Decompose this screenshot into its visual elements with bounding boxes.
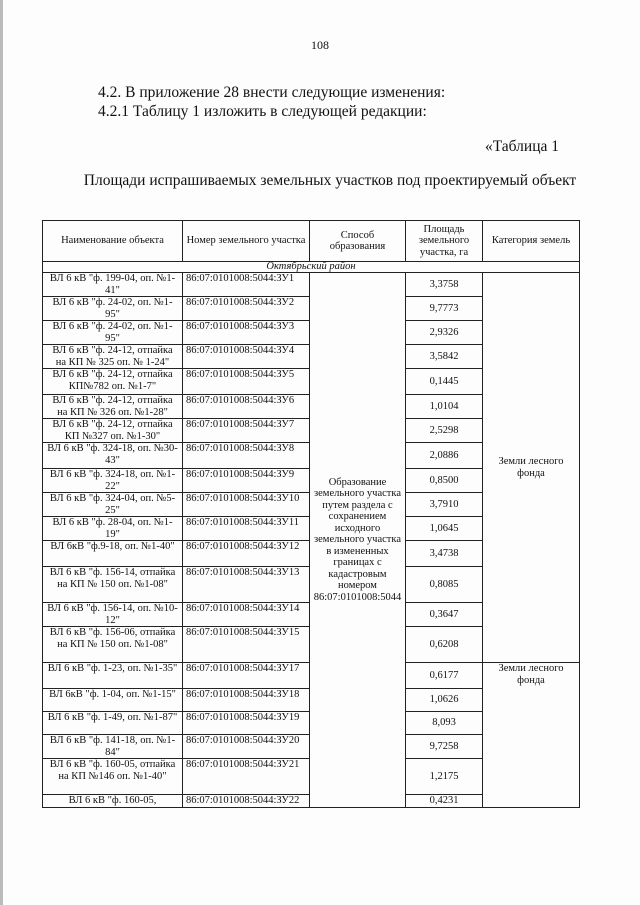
area-cell: 1,0645 <box>406 517 483 541</box>
area-cell: 1,0626 <box>406 689 483 712</box>
area-cell: 0,6177 <box>406 663 483 689</box>
plot-number-cell: 86:07:0101008:5044:ЗУ11 <box>183 517 310 541</box>
district-row <box>43 262 580 273</box>
plot-number-cell: 86:07:0101008:5044:ЗУ2 <box>183 297 310 321</box>
plot-number-cell: 86:07:0101008:5044:ЗУ12 <box>183 541 310 567</box>
area-cell: 1,2175 <box>406 759 483 795</box>
object-name-cell: ВЛ 6 кВ "ф. 24-12, отпайка КП №327 оп. №1-30" <box>43 419 183 443</box>
object-name-cell: ВЛ 6 кВ "ф. 160-05, отпайка на КП №146 оп. №1-40" <box>43 759 183 795</box>
plot-number-cell: 86:07:0101008:5044:ЗУ15 <box>183 627 310 663</box>
table-title: Площади испрашиваемых земельных участков под проектируемый объект <box>83 172 577 189</box>
plot-number-cell: 86:07:0101008:5044:ЗУ18 <box>183 689 310 712</box>
area-cell: 0,6208 <box>406 627 483 663</box>
plot-number-cell: 86:07:0101008:5044:ЗУ8 <box>183 443 310 469</box>
area-cell: 3,7910 <box>406 493 483 517</box>
header-area: Площадь земельного участка, га <box>406 221 483 262</box>
plot-number-cell: 86:07:0101008:5044:ЗУ10 <box>183 493 310 517</box>
object-name-cell: ВЛ 6 кВ "ф. 324-04, оп. №5-25" <box>43 493 183 517</box>
area-cell: 0,1445 <box>406 369 483 395</box>
plot-number-cell: 86:07:0101008:5044:ЗУ21 <box>183 759 310 795</box>
scan-edge <box>0 0 3 905</box>
object-name-cell: ВЛ 6 кВ "ф. 156-06, отпайка на КП № 150 оп. №1-08" <box>43 627 183 663</box>
area-cell: 2,9326 <box>406 321 483 345</box>
plot-number-cell: 86:07:0101008:5044:ЗУ4 <box>183 345 310 369</box>
object-name-cell: ВЛ 6 кВ "ф. 24-12, отпайка на КП № 325 оп. № 1-24" <box>43 345 183 369</box>
object-name-cell: ВЛ 6кВ "ф.9-18, оп. №1-40" <box>43 541 183 567</box>
table-row <box>43 273 580 297</box>
amendment-subheading: 4.2.1 Таблицу 1 изложить в следующей редакции: <box>98 103 427 120</box>
area-cell: 2,0886 <box>406 443 483 469</box>
district-label: Октябрьский район <box>43 262 580 273</box>
object-name-cell: ВЛ 6 кВ "ф. 324-18, оп. №1-22" <box>43 469 183 493</box>
header-name: Наименование объекта <box>43 221 183 262</box>
object-name-cell: ВЛ 6кВ "ф. 1-04, оп. №1-15" <box>43 689 183 712</box>
plot-number-cell: 86:07:0101008:5044:ЗУ5 <box>183 369 310 395</box>
plot-number-cell: 86:07:0101008:5044:ЗУ7 <box>183 419 310 443</box>
table-label: «Таблица 1 <box>484 138 559 155</box>
area-cell: 0,4231 <box>406 795 483 808</box>
plot-number-cell: 86:07:0101008:5044:ЗУ14 <box>183 603 310 627</box>
object-name-cell: ВЛ 6 кВ "ф. 156-14, отпайка на КП № 150 оп. №1-08" <box>43 567 183 603</box>
header-category: Категория земель <box>483 221 580 262</box>
plot-number-cell: 86:07:0101008:5044:ЗУ3 <box>183 321 310 345</box>
plot-number-cell: 86:07:0101008:5044:ЗУ13 <box>183 567 310 603</box>
area-cell: 3,3758 <box>406 273 483 297</box>
area-cell: 8,093 <box>406 712 483 735</box>
plot-number-cell: 86:07:0101008:5044:ЗУ22 <box>183 795 310 808</box>
land-category-cell: Земли лесного фонда <box>483 273 580 663</box>
object-name-cell: ВЛ 6 кВ "ф. 24-12, отпайка КП№782 оп. №1-7" <box>43 369 183 395</box>
area-cell: 1,0104 <box>406 395 483 419</box>
object-name-cell: ВЛ 6 кВ "ф. 24-02, оп. №1-95" <box>43 321 183 345</box>
land-category-cell: Земли лесного фонда <box>483 663 580 808</box>
area-cell: 2,5298 <box>406 419 483 443</box>
plot-number-cell: 86:07:0101008:5044:ЗУ17 <box>183 663 310 689</box>
object-name-cell: ВЛ 6 кВ "ф. 156-14, оп. №10-12" <box>43 603 183 627</box>
plot-number-cell: 86:07:0101008:5044:ЗУ9 <box>183 469 310 493</box>
table-header-row <box>43 221 580 262</box>
area-cell: 0,3647 <box>406 603 483 627</box>
object-name-cell: ВЛ 6 кВ "ф. 160-05, <box>43 795 183 808</box>
object-name-cell: ВЛ 6 кВ "ф. 141-18, оп. №1-84" <box>43 735 183 759</box>
area-cell: 9,7773 <box>406 297 483 321</box>
plot-number-cell: 86:07:0101008:5044:ЗУ19 <box>183 712 310 735</box>
object-name-cell: ВЛ 6 кВ "ф. 1-49, оп. №1-87" <box>43 712 183 735</box>
area-cell: 3,5842 <box>406 345 483 369</box>
object-name-cell: ВЛ 6 кВ "ф. 28-04, оп. №1-19" <box>43 517 183 541</box>
object-name-cell: ВЛ 6 кВ "ф. 1-23, оп. №1-35" <box>43 663 183 689</box>
header-method: Способ образования <box>310 221 406 262</box>
object-name-cell: ВЛ 6 кВ "ф. 199-04, оп. №1-41" <box>43 273 183 297</box>
area-cell: 0,8085 <box>406 567 483 603</box>
land-plots-table <box>42 220 580 808</box>
header-number: Номер земельного участка <box>183 221 310 262</box>
object-name-cell: ВЛ 6 кВ "ф. 324-18, оп. №30-43" <box>43 443 183 469</box>
area-cell: 3,4738 <box>406 541 483 567</box>
area-cell: 0,8500 <box>406 469 483 493</box>
plot-number-cell: 86:07:0101008:5044:ЗУ1 <box>183 273 310 297</box>
plot-number-cell: 86:07:0101008:5044:ЗУ20 <box>183 735 310 759</box>
amendment-heading: 4.2. В приложение 28 внести следующие изменения: <box>98 84 446 101</box>
object-name-cell: ВЛ 6 кВ "ф. 24-12, отпайка на КП № 326 оп. №1-28" <box>43 395 183 419</box>
object-name-cell: ВЛ 6 кВ "ф. 24-02, оп. №1-95" <box>43 297 183 321</box>
plot-number-cell: 86:07:0101008:5044:ЗУ6 <box>183 395 310 419</box>
page-number: 108 <box>311 38 329 52</box>
formation-method-cell: Образование земельного участка путем раздела с сохранением исходного земельного участка в измененных границах с кадастровым номером 86:07:0101008:5044 <box>310 273 406 808</box>
area-cell: 9,7258 <box>406 735 483 759</box>
